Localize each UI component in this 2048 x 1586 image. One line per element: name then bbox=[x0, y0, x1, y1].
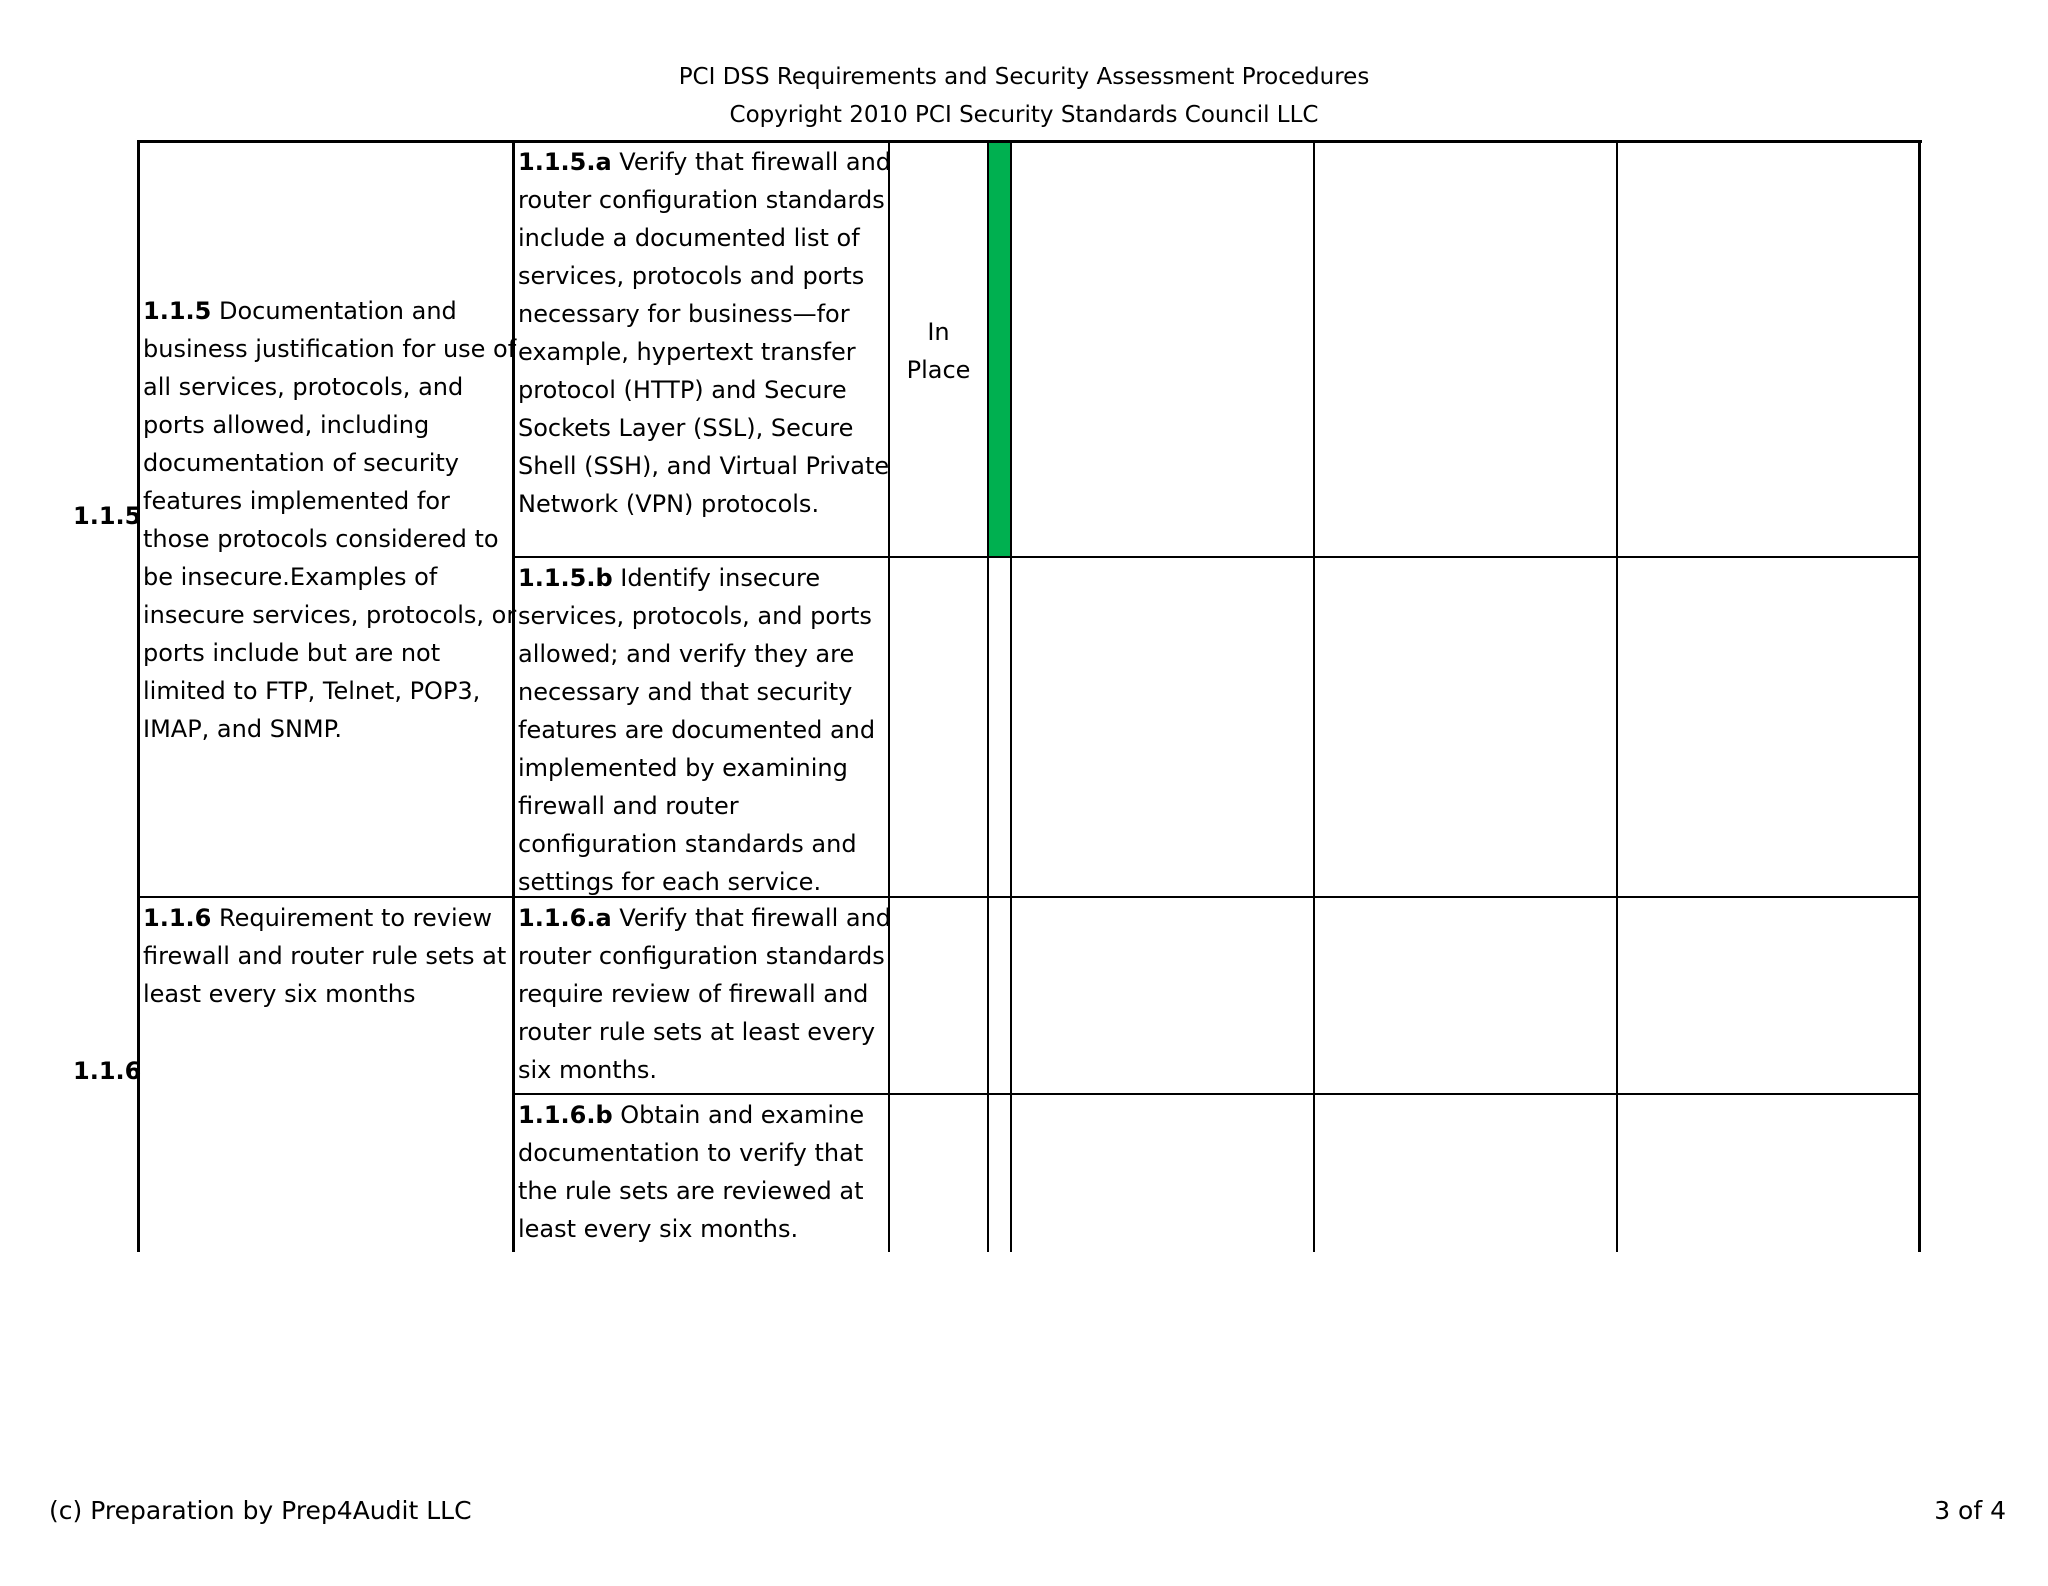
procedure-number: 1.1.6.a bbox=[518, 904, 612, 932]
procedure-number: 1.1.5.a bbox=[518, 148, 612, 176]
status-cell bbox=[890, 313, 987, 389]
procedure-number: 1.1.6.b bbox=[518, 1101, 613, 1129]
document-title: PCI DSS Requirements and Security Assessment Procedures bbox=[678, 64, 1370, 90]
footer-credit: (c) Preparation by Prep4Audit LLC bbox=[49, 1496, 472, 1525]
status-label: Place bbox=[906, 356, 971, 384]
grid-line bbox=[137, 896, 1921, 898]
grid-line bbox=[137, 140, 1922, 143]
requirement-id: 1.1.5 bbox=[73, 502, 142, 530]
procedure-text: 1.1.6.a Verify that firewall and router configuration standards require review of firewall and router rule sets at least every six months. bbox=[518, 904, 892, 1084]
procedure-text: 1.1.6.b Obtain and examine documentation to verify that the rule sets are reviewed at least every six months. bbox=[518, 1101, 865, 1243]
grid-line bbox=[512, 1093, 1921, 1095]
page-header bbox=[0, 58, 2048, 134]
grid-line bbox=[137, 140, 140, 1252]
status-label: In bbox=[927, 318, 950, 346]
requirement-id: 1.1.6 bbox=[73, 1057, 142, 1085]
requirement-text: 1.1.5 Documentation and business justification for use of all services, protocols, and ports allowed, including documentation of security features implemented for those protocols considered to be insecure.Examples of insecure services, protocols, or ports include but are not limited to FTP, Telnet, POP3, IMAP, and SNMP. bbox=[143, 297, 517, 743]
grid-line bbox=[1616, 140, 1618, 1252]
grid-line bbox=[1313, 140, 1315, 1252]
requirement-number: 1.1.5 bbox=[143, 297, 212, 325]
status-indicator-green bbox=[989, 143, 1010, 556]
document-copyright: Copyright 2010 PCI Security Standards Council LLC bbox=[729, 102, 1319, 128]
requirement-number: 1.1.6 bbox=[143, 904, 212, 932]
procedure-text: 1.1.5.b Identify insecure services, protocols, and ports allowed; and verify they are necessary and that security features are documented and implemented by examining firewall and router configuration standards and settings for each service. bbox=[518, 564, 876, 896]
procedure-number: 1.1.5.b bbox=[518, 564, 613, 592]
grid-line bbox=[1918, 140, 1921, 1252]
page-number: 3 of 4 bbox=[1934, 1496, 2006, 1525]
grid-line bbox=[512, 556, 1921, 558]
procedure-text: 1.1.5.a Verify that firewall and router configuration standards include a documented list of services, protocols and ports necessary for business—for example, hypertext transfer protocol (HTTP) and Secure Sockets Layer (SSL), Secure Shell (SSH), and Virtual Private Network (VPN) protocols. bbox=[518, 148, 892, 518]
grid-line bbox=[1010, 140, 1012, 1252]
requirement-text: 1.1.6 Requirement to review firewall and router rule sets at least every six months bbox=[143, 904, 507, 1008]
